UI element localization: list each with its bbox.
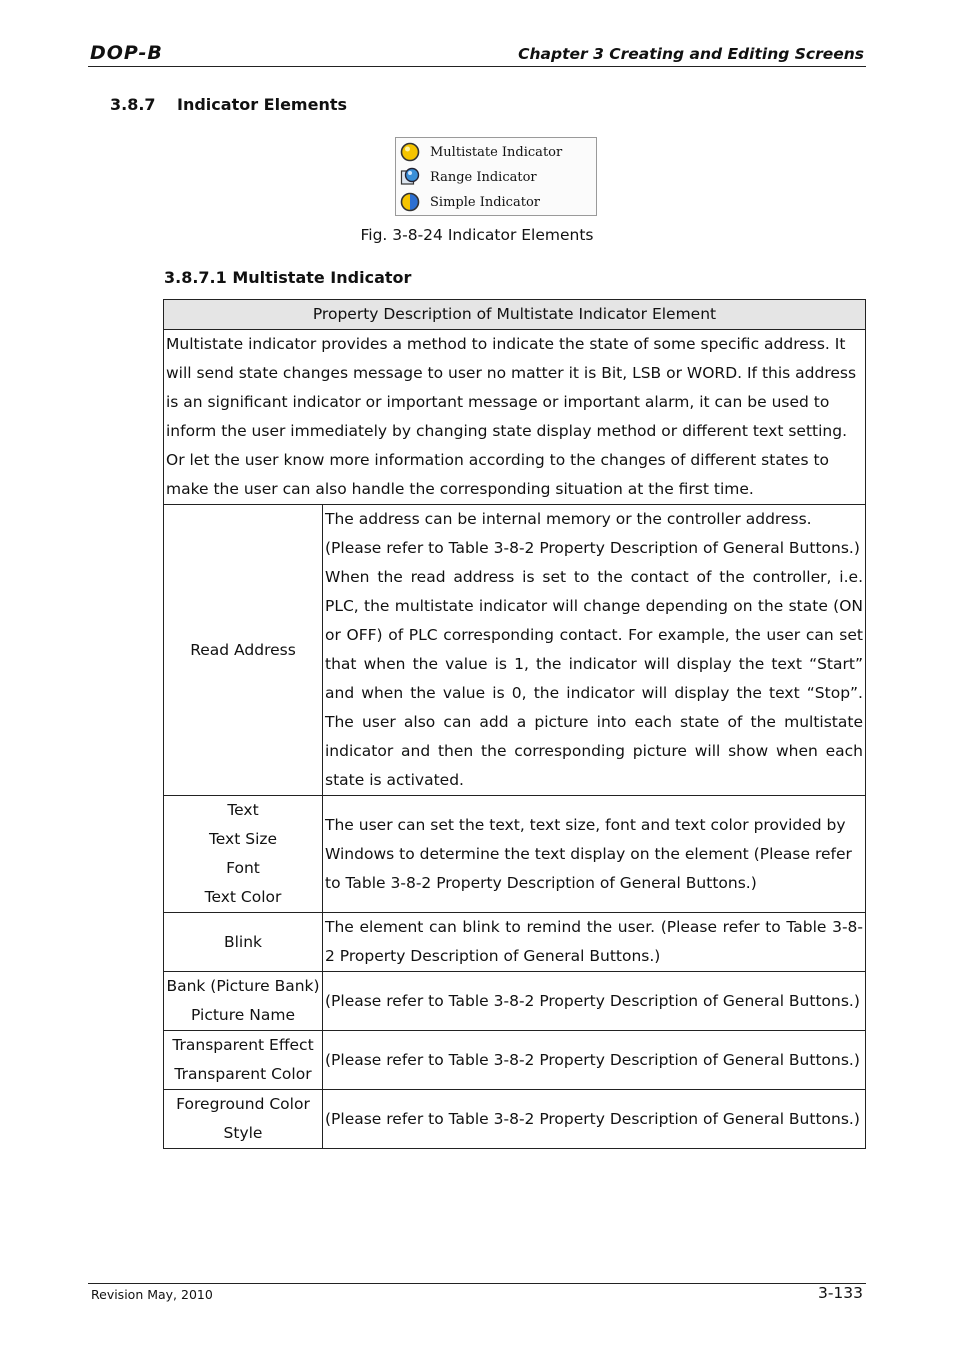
section-number: 3.8.7 (110, 95, 156, 114)
row-label-line: Blink (223, 932, 263, 951)
figure-item-label: Simple Indicator (430, 194, 540, 210)
row-description (323, 972, 866, 1031)
logo: DOP-B (90, 42, 163, 64)
row-label-line: Text (227, 801, 259, 819)
row-label-line: Transparent Color (174, 1065, 312, 1083)
header-rule (88, 66, 866, 67)
row-description (323, 913, 866, 972)
section-heading (110, 95, 347, 114)
table-row-blink (164, 913, 866, 972)
table-row-text (164, 796, 866, 913)
figure-item-range (400, 166, 537, 188)
figure-caption: Fig. 3-8-24 Indicator Elements (360, 226, 594, 244)
table-row-foreground (164, 1090, 866, 1149)
table-row-read-address (164, 505, 866, 796)
table-intro-row (164, 330, 866, 505)
range-indicator-icon (400, 167, 420, 187)
indicator-elements-figure (395, 137, 597, 216)
simple-indicator-icon (400, 192, 420, 212)
section-title: Indicator Elements (177, 95, 348, 114)
row-description-para: When the read address is set to the contact of the controller, i.e. PLC, the multistate indicator will change depending on the state (ON or OFF) of PLC corresponding contact. For example, the user can set that when the value is 1, the indicator will display the text “Start” and when the value is 0, the indicator will display the text “Stop”. The user also can add a picture into each state of the multistate indicator and then the corresponding picture will show when each state is activated. (325, 568, 863, 789)
row-label (164, 972, 323, 1031)
property-table (163, 299, 866, 1149)
row-label-line: Bank (Picture Bank) (166, 977, 320, 995)
figure-item-label: Multistate Indicator (430, 144, 563, 160)
row-label (164, 1031, 323, 1090)
row-label-line: Text Size (208, 830, 278, 848)
row-description-para: The element can blink to remind the user. (Please refer to Table 3-8-2 Property Description of General Buttons.) (325, 918, 863, 965)
row-label-line: Style (223, 1124, 263, 1142)
row-description (323, 505, 866, 796)
table-title: Property Description of Multistate Indicator Element (164, 300, 866, 330)
revision-text: Revision May, 2010 (91, 1287, 213, 1302)
table-row-picture-bank (164, 972, 866, 1031)
row-label-line: Read Address (190, 640, 296, 659)
row-label-line: Foreground Color (176, 1095, 310, 1113)
table-row-transparent (164, 1031, 866, 1090)
multistate-indicator-icon (400, 142, 420, 162)
row-label (164, 1090, 323, 1149)
row-description (323, 1031, 866, 1090)
row-label (164, 913, 323, 972)
subsection-heading: 3.8.7.1 Multistate Indicator (164, 268, 412, 287)
row-label-line: Font (226, 859, 260, 877)
table-title-row (164, 300, 866, 330)
row-description-para: (Please refer to Table 3-8-2 Property Description of General Buttons.) (325, 1109, 860, 1128)
row-description-para: The address can be internal memory or the controller address. (Please refer to Table 3-8-2 Property Description of General Buttons.) (325, 510, 860, 557)
page-number: 3-133 (817, 1284, 863, 1302)
row-label (164, 796, 323, 913)
figure-item-simple (400, 191, 540, 213)
row-label-line: Text Color (204, 888, 282, 906)
footer-rule (88, 1283, 866, 1284)
figure-item-multistate (400, 141, 562, 163)
row-description (323, 796, 866, 913)
row-label-line: Transparent Effect (172, 1036, 314, 1054)
table-intro: Multistate indicator provides a method to indicate the state of some specific address. It will send state changes message to user no matter it is Bit, LSB or WORD. If this address is an significant indicator or important message or important alarm, it can be used to inform the user immediately by changing state display method or different text setting. Or let the user know more information according to the changes of different states to make the user can also handle the corresponding situation at the first time. (164, 330, 866, 505)
row-label (164, 505, 323, 796)
row-description-para: (Please refer to Table 3-8-2 Property Description of General Buttons.) (325, 1050, 860, 1069)
row-description-para: (Please refer to Table 3-8-2 Property Description of General Buttons.) (325, 991, 860, 1010)
figure-item-label: Range Indicator (430, 169, 537, 185)
row-description (323, 1090, 866, 1149)
row-label-line: Picture Name (191, 1006, 295, 1024)
chapter-title: Chapter 3 Creating and Editing Screens (518, 45, 864, 63)
row-description-para: The user can set the text, text size, font and text color provided by Windows to determine the text display on the element (Please refer to Table 3-8-2 Property Description of General Buttons.) (325, 815, 852, 892)
